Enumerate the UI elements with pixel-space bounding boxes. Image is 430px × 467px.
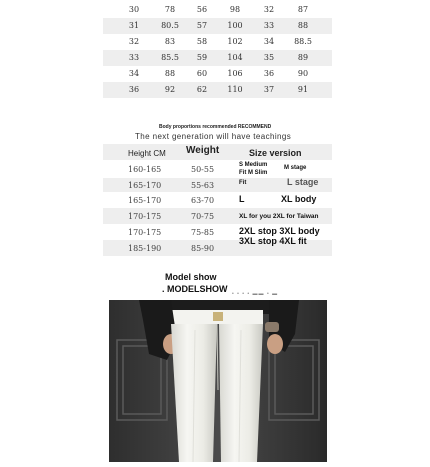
model-show-subtitle: . MODELSHOW	[162, 284, 228, 294]
cell-size: 3XL stop 4XL fit	[239, 236, 307, 246]
cell-size: Fit	[239, 180, 247, 186]
weight-row	[103, 178, 332, 192]
size-cell: 92	[164, 85, 176, 94]
size-row	[103, 18, 332, 34]
cell-size: L	[239, 194, 245, 204]
cell-height: 165-170	[128, 196, 162, 205]
model-show-title: Model show	[165, 272, 217, 282]
size-cell: 58	[196, 37, 208, 46]
size-cell: 106	[227, 69, 243, 78]
recommend-caption: The next generation will have teachings	[135, 132, 292, 141]
size-cell: 32	[128, 37, 140, 46]
recommend-caption-small: Body proportions recommended RECOMMEND	[159, 124, 272, 130]
size-cell: 56	[196, 5, 208, 14]
size-cell: 88	[164, 69, 176, 78]
size-cell: 33	[128, 53, 140, 62]
cell-weight: 85-90	[191, 244, 215, 253]
weight-row	[103, 192, 332, 208]
cell-weight: 50-55	[191, 165, 215, 174]
cell-size-alt: L stage	[287, 177, 319, 187]
weight-row	[103, 208, 332, 224]
size-cell: 110	[227, 85, 243, 94]
weight-row	[103, 160, 332, 178]
cell-size-2: Fit M Slim	[239, 170, 268, 176]
size-cell: 104	[227, 53, 243, 62]
weight-row	[103, 236, 332, 256]
size-cell: 36	[263, 69, 275, 78]
cell-height: 185-190	[128, 244, 162, 253]
size-cell: 30	[128, 5, 140, 14]
model-photo-illustration	[109, 300, 327, 462]
cell-weight: 75-85	[191, 228, 215, 237]
size-cell: 100	[227, 21, 243, 30]
size-table	[103, 2, 332, 98]
size-cell: 33	[263, 21, 275, 30]
header-height: Height CM	[128, 149, 166, 158]
decorative-dots: • • • • ▬▬ • ▬	[232, 291, 279, 297]
cell-size: S Medium	[239, 162, 268, 168]
size-cell: 88	[297, 21, 309, 30]
cell-weight: 55-63	[191, 181, 215, 190]
size-cell: 57	[196, 21, 208, 30]
size-cell: 91	[297, 85, 309, 94]
size-cell: 36	[128, 85, 140, 94]
size-row	[103, 2, 332, 18]
size-cell: 35	[263, 53, 275, 62]
header-weight: Weight	[186, 145, 220, 156]
size-cell: 87	[297, 5, 309, 14]
cell-weight: 63-70	[191, 196, 215, 205]
cell-height: 160-165	[128, 165, 162, 174]
size-cell: 34	[128, 69, 140, 78]
cell-size: XL for you 2XL for Taiwan	[239, 213, 319, 220]
size-cell: 31	[128, 21, 140, 30]
size-cell: 90	[297, 69, 309, 78]
size-cell: 80.5	[161, 21, 179, 30]
cell-size-alt: XL body	[281, 194, 317, 204]
weight-size-table	[103, 144, 332, 256]
model-photo	[109, 300, 327, 462]
cell-height: 165-170	[128, 181, 162, 190]
size-cell: 59	[196, 53, 208, 62]
size-cell: 83	[164, 37, 176, 46]
size-cell: 85.5	[161, 53, 179, 62]
size-cell: 78	[164, 5, 176, 14]
size-cell: 34	[263, 37, 275, 46]
size-cell: 60	[196, 69, 208, 78]
size-cell: 88.5	[294, 37, 312, 46]
cell-size-alt: M stage	[284, 165, 307, 171]
header-size-version: Size version	[249, 148, 302, 158]
cell-height: 170-175	[128, 228, 162, 237]
cell-size: 2XL stop 3XL body	[239, 226, 320, 236]
weight-table-header	[103, 144, 332, 160]
cell-weight: 70-75	[191, 212, 215, 221]
size-cell: 32	[263, 5, 275, 14]
size-row	[103, 82, 332, 98]
size-cell: 98	[229, 5, 241, 14]
size-row	[103, 34, 332, 50]
size-row	[103, 50, 332, 66]
size-cell: 89	[297, 53, 309, 62]
size-cell: 37	[263, 85, 275, 94]
size-cell: 102	[227, 37, 243, 46]
size-row	[103, 66, 332, 82]
size-cell: 62	[196, 85, 208, 94]
cell-height: 170-175	[128, 212, 162, 221]
